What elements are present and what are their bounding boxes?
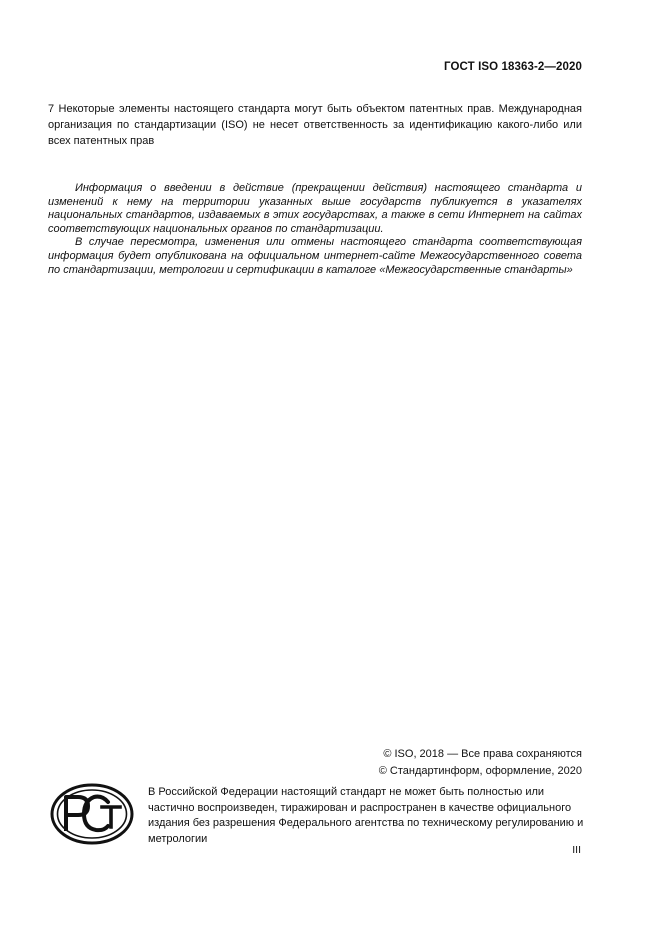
info-block [48,182,582,277]
reproduction-notice: В Российской Федерации настоящий стандарт не может быть полностью или частично воспроизведен, тиражирован и распространен в качестве официального издания без разрешения Федерального агентства по техническому регулированию и метрологии [148,786,584,846]
info-paragraph-revision: В случае пересмотра, изменения или отмены настоящего стандарта соответствующая информация будет опубликована на официальном интернет-сайте Межгосударственного совета по стандартизации, метрологии и сертификации в каталоге «Межгосударственные стандарты» [48,236,582,276]
page-number: III [572,844,581,856]
standard-code: ГОСТ ISO 18363-2—2020 [444,61,582,73]
info-paragraph-introduction: Информация о введении в действие (прекращении действия) настоящего стандарта и изменений к нему на территории указанных выше государств публикуется в указателях национальных стандартов, издаваемых в этих государствах, а также в сети Интернет на сайтах соответствующих национальных органов по стандартизации. [48,182,582,235]
patent-note: 7 Некоторые элементы настоящего стандарта могут быть объектом патентных прав. Международная организация по стандартизации (ISO) не несет ответственность за идентификацию какого-либо или всех патентных прав [48,103,582,148]
copyright-design: © Стандартинформ, оформление, 2020 [378,764,582,777]
copyright-iso: © ISO, 2018 — Все права сохраняются [383,748,582,760]
copyright-block [379,746,582,779]
rst-logo-icon [50,783,134,845]
